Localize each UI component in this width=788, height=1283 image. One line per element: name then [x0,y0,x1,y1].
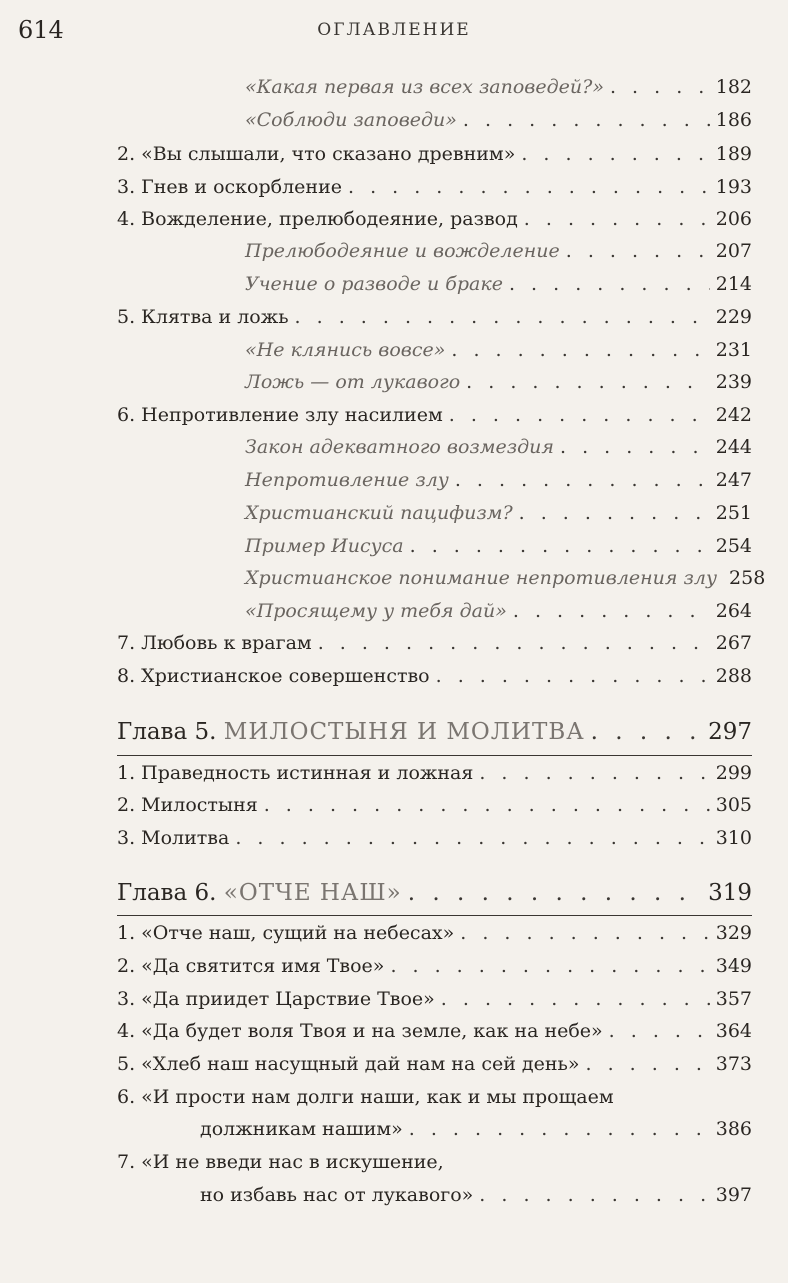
chapter-title: МИЛОСТЫНЯ И МОЛИТВА [223,719,585,745]
toc-entry[interactable]: 2. Милостыня . . . 305 [117,794,752,816]
toc-entry[interactable]: «Просящему у тебя дай» . . . 264 [245,600,752,622]
toc-entry[interactable]: Непротивление злу . . . 247 [245,469,752,491]
chapter-5-heading[interactable]: Глава 5. МИЛОСТЫНЯ И МОЛИТВА . . . 297 [117,719,752,745]
toc-entry-line[interactable]: 6. «И прости нам долги наши, как и мы прощаем [117,1086,614,1108]
page-header [14,16,774,50]
toc-entry[interactable]: Учение о разводе и браке . . . 214 [245,273,752,295]
divider [117,915,752,916]
toc-entry[interactable]: 1. Праведность истинная и ложная . . . 299 [117,762,752,784]
toc-entry[interactable]: 3. «Да приидет Царствие Твое» . . . 357 [117,988,752,1010]
toc-entry[interactable]: 1. «Отче наш, сущий на небесах» . . . 329 [117,922,752,944]
toc-entry[interactable]: 8. Христианское совершенство . . . 288 [117,665,752,687]
toc-entry[interactable]: 3. Гнев и оскорбление . . . 193 [117,176,752,198]
toc-entry[interactable]: Прелюбодеяние и вожделение . . . 207 [245,240,752,262]
toc-entry[interactable]: 4. Вожделение, прелюбодеяние, развод . . . 206 [117,208,752,230]
running-title: ОГЛАВЛЕНИЕ [317,20,471,40]
toc-entry[interactable]: 6. Непротивление злу насилием . . . 242 [117,404,752,426]
toc-entry[interactable]: 2. «Вы слышали, что сказано древним» . . . 189 [117,143,752,165]
toc-entry[interactable]: 2. «Да святится имя Твое» . . . 349 [117,955,752,977]
toc-entry[interactable]: «Соблюди заповеди» . . . 186 [245,109,752,131]
toc-entry[interactable]: «Какая первая из всех заповедей?» . . . 182 [245,76,752,98]
toc-entry[interactable]: Пример Иисуса . . . 254 [245,535,752,557]
toc-entry[interactable]: «Не клянись вовсе» . . . 231 [245,339,752,361]
toc-entry[interactable]: 5. Клятва и ложь . . . 229 [117,306,752,328]
page-number: 614 [18,16,64,44]
toc-entry[interactable]: 5. «Хлеб наш насущный дай нам на сей день» . . . 373 [117,1053,752,1075]
toc-entry[interactable]: должникам нашим» . . . 386 [200,1118,752,1140]
toc-entry[interactable]: Закон адекватного возмездия . . . 244 [245,436,752,458]
toc-entry[interactable]: Ложь — от лукавого . . . 239 [245,371,752,393]
toc-entry[interactable]: 7. Любовь к врагам . . . 267 [117,632,752,654]
chapter-6-heading[interactable]: Глава 6. «ОТЧЕ НАШ» . . . 319 [117,880,752,906]
toc-entry[interactable]: 3. Молитва . . . 310 [117,827,752,849]
toc-entry[interactable]: Христианский пацифизм? . . . 251 [245,502,752,524]
chapter-title: «ОТЧЕ НАШ» [223,880,402,906]
toc-entry[interactable]: но избавь нас от лукавого» . . . 397 [200,1184,752,1206]
toc-entry[interactable]: 4. «Да будет воля Твоя и на земле, как на небе» . . . 364 [117,1020,752,1042]
toc-entry[interactable]: Христианское понимание непротивления злу 258 [245,567,766,589]
toc-entry-line[interactable]: 7. «И не введи нас в искушение, [117,1151,444,1173]
divider [117,755,752,756]
